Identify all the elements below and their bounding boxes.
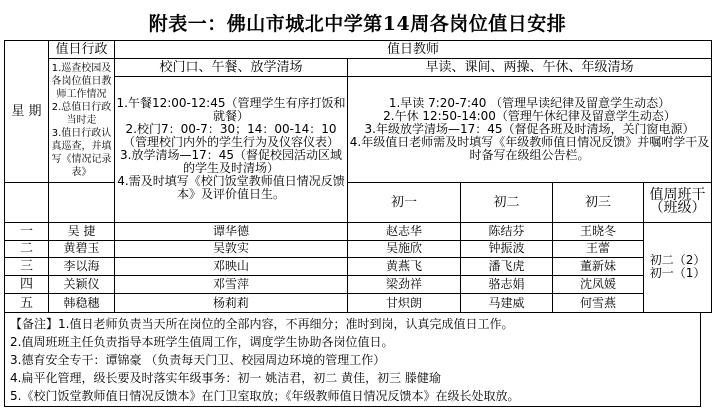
grade2-teacher-name: 潘飞虎	[461, 258, 553, 276]
grade3-teacher-name: 何雪燕	[553, 294, 644, 313]
day-cell: 四	[5, 276, 49, 294]
note-5: 5.《校门饭堂教师值日情况反馈本》在门卫室取放；《年级教师值日情况反馈本》在级长处取放。	[10, 389, 520, 403]
gate-duty-1: 1.午餐12:00-12:45（管理学生有序打饭和就餐）	[116, 96, 346, 124]
grade3-teacher-name: 沈凤媛	[553, 276, 644, 294]
note-2: 2.值周班班主任负责指导本班学生值周工作，调度学生协助各岗位值日。	[10, 335, 394, 349]
gate-post-header: 校门口、午餐、放学清场	[115, 58, 348, 76]
corridor-duty-2: 2.午休 12:50-14:00（管理午休纪律及留意学生动态）	[383, 108, 676, 123]
table-row	[5, 294, 712, 313]
note-3: 3.德育安全专干：谭锦豪 （负责每天门卫、校园周边环境的管理工作）	[10, 353, 386, 367]
day-cell: 五	[5, 294, 49, 313]
corridor-duty-4: 4.年级值日老师需及时填写《年级教师值日情况反馈》并嘱咐学干及时备写在级组公告栏。	[349, 134, 710, 162]
weekly-class-header: 值周班干（班级）	[644, 182, 712, 222]
grade1-teacher-name: 黄燕飞	[348, 258, 461, 276]
note-4: 4.扁平化管理，级长要及时落实年级事务：初一 姚洁君，初二 黄佳，初三 滕健瑜	[10, 371, 441, 385]
admin-duty-3: 当时走	[66, 114, 97, 126]
corridor-duty-1: 1.早读 7:20-7:40 （管理早读纪律及留意学生动态）	[388, 95, 671, 110]
table-row	[5, 222, 712, 240]
admin-name: 关颖仪	[49, 276, 115, 294]
corridor-duty-3: 3.年级放学清场—17：45（督促各班及时清场，关门窗电源）	[364, 121, 695, 136]
grade1-teacher-name: 甘炽朗	[348, 294, 461, 313]
grade1-teacher-name: 吴施欣	[348, 240, 461, 258]
day-cell: 二	[5, 240, 49, 258]
gate-teacher-name: 邓雪萍	[115, 276, 348, 294]
grade2-teacher-name: 陈结芬	[461, 222, 553, 240]
grade3-teacher-name: 王晓冬	[553, 222, 644, 240]
gate-teacher-name: 邓映山	[115, 258, 348, 276]
weekly-class-1: 初二（2）	[649, 253, 706, 268]
gate-duties-cell	[115, 76, 348, 222]
admin-duties-cell	[49, 58, 115, 182]
gate-teacher-name: 谭华德	[115, 222, 348, 240]
weekly-class-2: 初一（1）	[649, 266, 706, 281]
table-row	[5, 276, 712, 294]
gate-duty-3: 3.放学清场—17：45（督促校园活动区域的学生及时清场）	[120, 148, 342, 176]
note-1: 【备注】1.值日老师负责当天所在岗位的全部内容，不再细分；准时到岗，认真完成值日工作。	[10, 317, 514, 331]
duty-admin-header: 值日行政	[49, 41, 115, 59]
table-row	[5, 258, 712, 276]
grade3-teacher-name: 董新妹	[553, 258, 644, 276]
admin-duty-2: 2.总值日行政	[51, 101, 112, 113]
grade2-teacher-name: 钟振波	[461, 240, 553, 258]
grade2-teacher-name: 骆志娟	[461, 276, 553, 294]
admin-name: 吴 捷	[49, 222, 115, 240]
grade3-teacher-name: 王蕾	[553, 240, 644, 258]
gate-duty-2: 2.校门7：00-7：30；14：00-14：10（管理校门内外的学生行为及仪容仪表）	[122, 122, 339, 150]
admin-name: 李以海	[49, 258, 115, 276]
page-title: 附表一：佛山市城北中学第14周各岗位值日安排	[148, 13, 567, 35]
gate-duty-4: 4.需及时填写《校门饭堂教师值日情况反馈本》及评价值日生。	[117, 174, 345, 202]
day-cell: 三	[5, 258, 49, 276]
grade1-teacher-name: 梁劲祥	[348, 276, 461, 294]
duty-teacher-header: 值日教师	[115, 41, 712, 59]
weekday-header: 星 期	[5, 41, 49, 183]
table-row	[5, 240, 712, 258]
gate-teacher-name: 杨莉莉	[115, 294, 348, 313]
admin-name: 韩稳穗	[49, 294, 115, 313]
corridor-duties-cell	[348, 76, 712, 182]
admin-duty-1: 1.巡查校园及各岗位值日教师工作情况	[51, 62, 112, 100]
duty-schedule-table	[4, 40, 712, 313]
corridor-post-header: 早读、课间、两操、午休、年级清场	[348, 58, 712, 76]
admin-name: 黄碧玉	[49, 240, 115, 258]
grade-2-header: 初二	[461, 182, 553, 222]
grade2-teacher-name: 马建威	[461, 294, 553, 313]
notes-section	[4, 313, 701, 407]
grade1-teacher-name: 赵志华	[348, 222, 461, 240]
weekly-class-cell	[644, 222, 712, 312]
gate-teacher-name: 吴敦实	[115, 240, 348, 258]
grade-3-header: 初三	[553, 182, 644, 222]
admin-duty-4: 3.值日行政认真巡查，并填写《情况记录表》	[51, 127, 112, 178]
grade-1-header: 初一	[348, 182, 461, 222]
day-cell: 一	[5, 222, 49, 240]
